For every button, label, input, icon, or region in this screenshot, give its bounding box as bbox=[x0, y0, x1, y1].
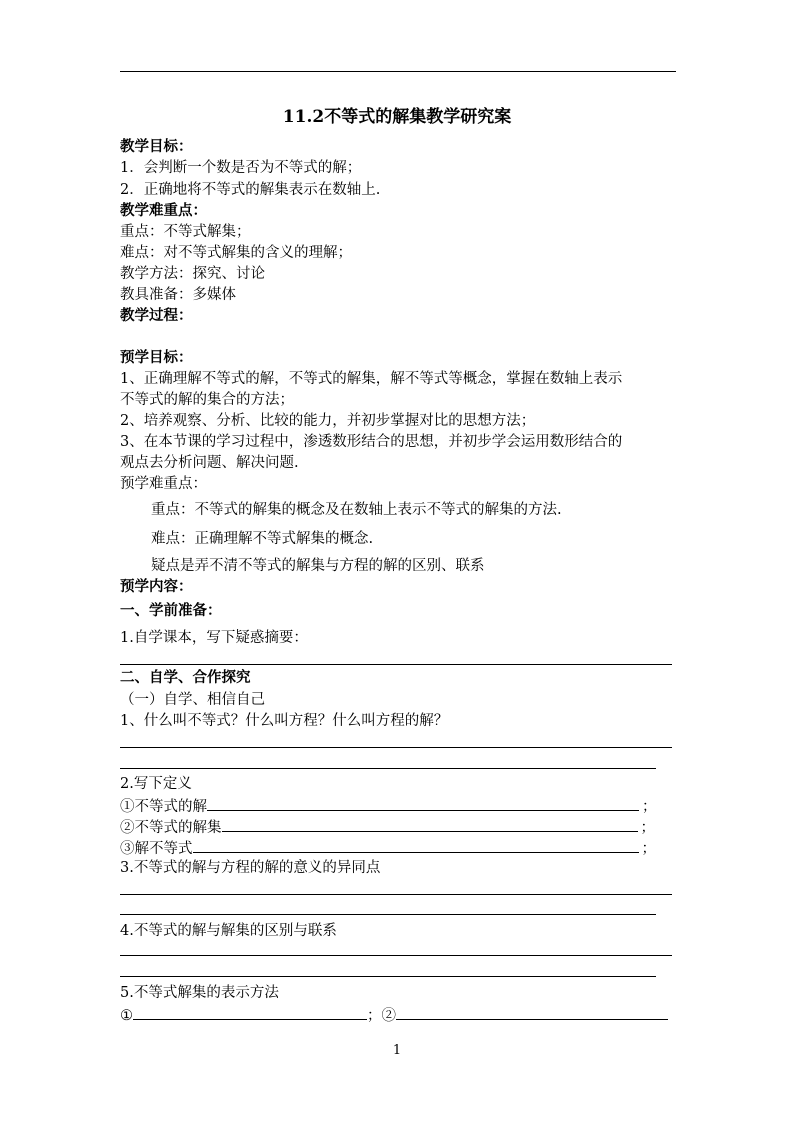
definition-1-end: ； bbox=[642, 799, 657, 815]
key-point-focus: 重点：不等式解集； bbox=[120, 224, 251, 240]
question-4: 4.不等式的解与解集的区别与联系 bbox=[120, 923, 337, 939]
answer-line bbox=[120, 747, 672, 748]
section-1-item-1: 1.自学课本，写下疑惑摘要： bbox=[120, 630, 308, 646]
prestudy-goal-1a: 1、正确理解不等式的解，不等式的解集，解不等式等概念，掌握在数轴上表示 bbox=[120, 371, 623, 387]
definition-2-row bbox=[120, 816, 655, 838]
definition-3-end: ； bbox=[641, 841, 656, 857]
prestudy-goal-3a: 3、在本节课的学习过程中，渗透数形结合的思想，并初步学会运用数形结合的 bbox=[120, 434, 623, 450]
teaching-tools: 教具准备：多媒体 bbox=[120, 287, 236, 303]
answer-line bbox=[120, 976, 656, 977]
question-3: 3.不等式的解与方程的解的意义的异同点 bbox=[120, 860, 381, 876]
option-1-blank bbox=[133, 1004, 367, 1020]
option-2-blank bbox=[396, 1004, 668, 1020]
definition-2-label: ②不等式的解集 bbox=[120, 820, 222, 836]
prestudy-content-heading: 预学内容： bbox=[120, 578, 193, 595]
definition-2-end: ； bbox=[640, 820, 655, 836]
answer-line bbox=[120, 894, 672, 895]
definition-1-row bbox=[120, 795, 657, 817]
teaching-goal-1: 1．会判断一个数是否为不等式的解； bbox=[120, 160, 362, 176]
key-points-heading: 教学难重点： bbox=[120, 202, 207, 219]
option-2-label: ；② bbox=[367, 1008, 396, 1024]
prestudy-goal-2: 2、培养观察、分析、比较的能力，并初步掌握对比的思想方法； bbox=[120, 413, 536, 429]
prestudy-key-doubt: 疑点是弄不清不等式的解集与方程的解的区别、联系 bbox=[151, 558, 485, 574]
key-point-difficulty: 难点：对不等式解集的含义的理解； bbox=[120, 245, 352, 261]
section-1-heading: 一、学前准备： bbox=[120, 602, 222, 619]
answer-line bbox=[120, 768, 656, 769]
teaching-method: 教学方法：探究、讨论 bbox=[120, 266, 265, 282]
prestudy-key-heading: 预学难重点： bbox=[120, 476, 207, 492]
definition-1-label: ①不等式的解 bbox=[120, 799, 207, 815]
answer-line bbox=[120, 914, 656, 915]
prestudy-key-difficulty: 难点：正确理解不等式解集的概念. bbox=[151, 531, 374, 547]
answer-line bbox=[120, 955, 672, 956]
question-2: 2.写下定义 bbox=[120, 776, 192, 792]
question-5: 5.不等式解集的表示方法 bbox=[120, 985, 279, 1001]
definition-2-blank bbox=[222, 816, 638, 832]
teaching-goal-2: 2．正确地将不等式的解集表示在数轴上. bbox=[120, 182, 381, 198]
teaching-goals-heading: 教学目标： bbox=[120, 138, 193, 155]
document-title: 11.2不等式的解集教学研究案 bbox=[282, 107, 512, 127]
prestudy-goal-1b: 不等式的解的集合的方法； bbox=[120, 392, 294, 408]
prestudy-goal-3b: 观点去分析问题、解决问题. bbox=[120, 455, 299, 471]
section-2-heading: 二、自学、合作探究 bbox=[120, 669, 251, 686]
subsection-1-heading: （一）自学、相信自己 bbox=[120, 692, 265, 708]
option-1-label: ① bbox=[120, 1008, 133, 1024]
question-5-options bbox=[120, 1004, 668, 1026]
definition-3-label: ③解不等式 bbox=[120, 841, 193, 857]
definition-1-blank bbox=[207, 795, 639, 811]
prestudy-goals-heading: 预学目标： bbox=[120, 349, 193, 366]
answer-line bbox=[120, 664, 672, 665]
page-number: 1 bbox=[392, 1043, 402, 1058]
question-1: 1、什么叫不等式？什么叫方程？什么叫方程的解？ bbox=[120, 713, 449, 729]
process-heading: 教学过程： bbox=[120, 307, 193, 324]
header-rule bbox=[120, 71, 676, 72]
definition-3-row bbox=[120, 837, 656, 859]
prestudy-key-focus: 重点：不等式的解集的概念及在数轴上表示不等式的解集的方法. bbox=[151, 502, 562, 518]
definition-3-blank bbox=[193, 837, 639, 853]
